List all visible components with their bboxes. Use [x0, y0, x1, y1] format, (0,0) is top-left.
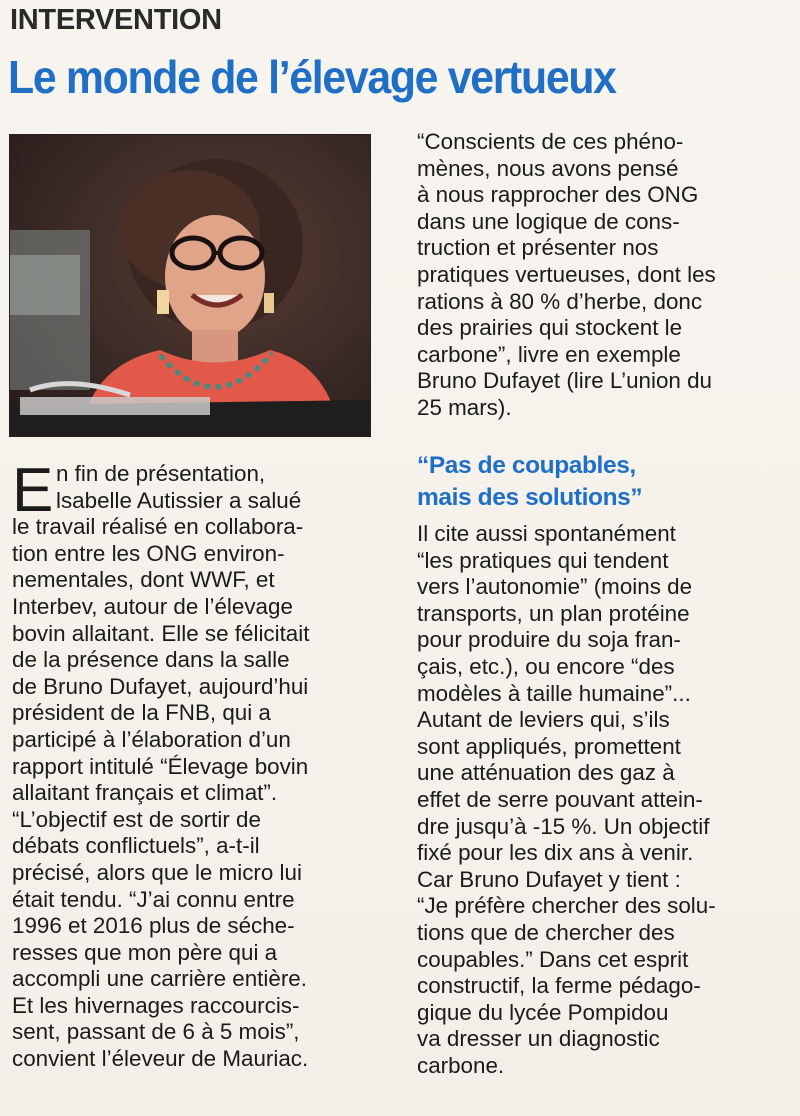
text-line: va dresser un diagnostic: [417, 1026, 660, 1052]
right-column-bottom: [417, 521, 797, 1079]
right-column-top: [417, 129, 797, 422]
text-line: sent, passant de 6 à 5 mois”,: [12, 1019, 300, 1045]
text-line: lsabelle Autissier a salué: [56, 487, 302, 513]
text-line: Bruno Dufayet (lire L’union du: [417, 368, 712, 394]
text-line: rapport intitulé “Élevage bovin: [12, 753, 309, 779]
text-line: allaitant français et climat”.: [12, 780, 278, 806]
text-line: tion entre les ONG environ-: [12, 540, 285, 566]
subheading-line: “Pas de coupables,: [417, 452, 636, 479]
text-line: Car Bruno Dufayet y tient :: [417, 866, 681, 892]
text-line: nementales, dont WWF, et: [12, 567, 275, 593]
text-line: convient l’éleveur de Mauriac.: [12, 1046, 309, 1072]
text-line: était tendu. “J’ai connu entre: [12, 886, 295, 912]
text-line: de Bruno Dufayet, aujourd’hui: [12, 673, 309, 699]
text-line: dre jusqu’à -15 %. Un objectif: [417, 813, 710, 839]
text-line: 1996 et 2016 plus de séche-: [12, 913, 295, 939]
text-line: dans une logique de cons-: [417, 208, 680, 234]
text-line: président de la FNB, qui a: [12, 700, 271, 726]
subheading: [417, 450, 797, 514]
text-line: fixé pour les dix ans à venir.: [417, 840, 694, 866]
text-line: çais, etc.), ou encore “des: [417, 653, 675, 679]
portrait-photo: [9, 134, 371, 437]
text-line: constructif, la ferme pédago-: [417, 973, 701, 999]
text-line: sont appliqués, promettent: [417, 733, 681, 759]
text-line: vers l’autonomie” (moins de: [417, 574, 693, 600]
text-line: une atténuation des gaz à: [417, 760, 675, 786]
text-line: carbone”, livre en exemple: [417, 341, 681, 367]
photo-illustration: [10, 135, 370, 436]
text-line: coupables.” Dans cet esprit: [417, 946, 689, 972]
text-line: gique du lycée Pompidou: [417, 999, 669, 1025]
text-line: accompli une carrière entière.: [12, 966, 307, 992]
text-line: participé à l’élaboration d’un: [12, 726, 291, 752]
section-kicker: INTERVENTION: [10, 4, 222, 36]
text-line: Autant de leviers qui, s’ils: [417, 707, 670, 733]
text-line: transports, un plan protéine: [417, 600, 690, 626]
text-line: Et les hivernages raccourcis-: [12, 992, 300, 1018]
text-line: “les pratiques qui tendent: [417, 547, 669, 573]
text-line: n fin de présentation,: [56, 461, 266, 486]
text-line: “Conscients de ces phéno-: [417, 129, 684, 154]
text-line: à nous rapprocher des ONG: [417, 182, 699, 208]
text-line: carbone.: [417, 1052, 505, 1078]
text-line: mènes, nous avons pensé: [417, 155, 679, 181]
text-line: pratiques vertueuses, dont les: [417, 261, 716, 287]
text-line: modèles à taille humaine”...: [417, 680, 691, 706]
text-line: rations à 80 % d’herbe, donc: [417, 288, 703, 314]
text-line: truction et présenter nos: [417, 235, 659, 261]
text-line: effet de serre pouvant attein-: [417, 786, 703, 812]
text-line: “L’objectif est de sortir de: [12, 806, 261, 832]
text-line: le travail réalisé en collabora-: [12, 514, 304, 540]
text-line: “Je préfère chercher des solu-: [417, 893, 716, 919]
text-line: Il cite aussi spontanément: [417, 521, 676, 546]
drop-cap: E: [12, 456, 54, 525]
left-column: [12, 456, 390, 1073]
text-line: débats conflictuels”, a-t-il: [12, 833, 260, 859]
text-line: précisé, alors que le micro lui: [12, 859, 302, 885]
subheading-line: mais des solutions”: [417, 484, 643, 511]
text-line: des prairies qui stockent le: [417, 315, 683, 341]
text-line: de la présence dans la salle: [12, 647, 290, 673]
text-line: tions que de chercher des: [417, 919, 675, 945]
text-line: resses que mon père qui a: [12, 939, 278, 965]
article-headline: Le monde de l’élevage vertueux: [8, 51, 616, 103]
text-line: Interbev, autour de l’élevage: [12, 593, 293, 619]
text-line: pour produire du soja fran-: [417, 627, 681, 653]
text-line: 25 mars).: [417, 394, 512, 420]
text-line: bovin allaitant. Elle se félicitait: [12, 620, 310, 646]
